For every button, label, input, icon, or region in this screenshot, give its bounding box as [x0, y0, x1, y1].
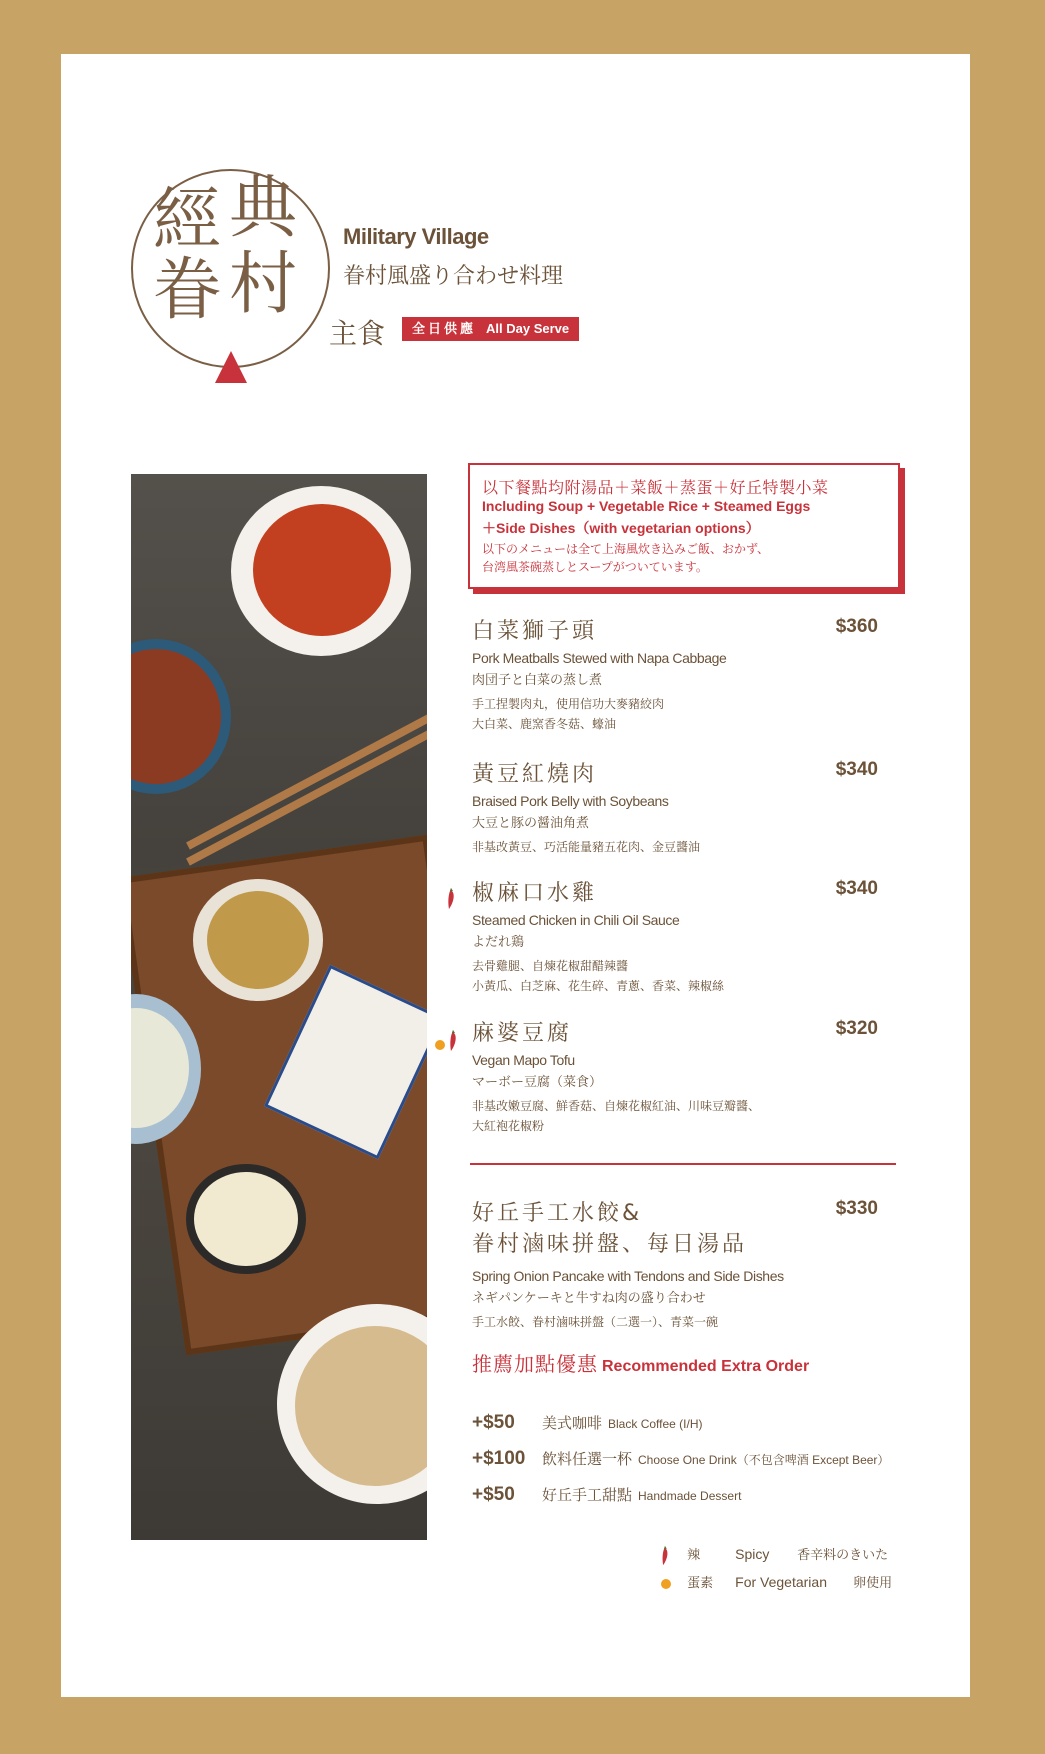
- legend-spicy-zh: 辣: [687, 1548, 701, 1563]
- serve-badge-zh: 全日供應: [412, 322, 477, 337]
- addon-price: +$50: [472, 1484, 515, 1505]
- menu-item: [472, 614, 902, 734]
- item-price: $340: [835, 759, 878, 780]
- addon-name-en: Handmade Dessert: [638, 1489, 742, 1503]
- addon-name-en: Choose One Drink（不包含啤酒 Except Beer）: [638, 1453, 890, 1467]
- item-name: 麻婆豆腐: [472, 1021, 573, 1046]
- addon-price: +$50: [472, 1412, 515, 1433]
- addon-item: [472, 1448, 889, 1470]
- item-name-line-2: 眷村滷味拼盤、每日湯品: [472, 1232, 748, 1257]
- note-zh: 以下餐點均附湯品＋菜飯＋蒸蛋＋好丘特製小菜: [482, 478, 829, 497]
- legend-veg-en: For Vegetarian: [735, 1574, 827, 1590]
- item-price: $340: [835, 878, 878, 899]
- item-name-jp: マーボー豆腐（菜食）: [472, 1075, 603, 1090]
- title-english: Military Village: [343, 224, 489, 249]
- dot-icon: [661, 1579, 671, 1589]
- recommended-title-en: Recommended Extra Order: [602, 1358, 810, 1375]
- item-price: $360: [835, 616, 878, 637]
- divider: [470, 1163, 896, 1165]
- addon-item: [472, 1484, 741, 1506]
- legend-spicy: [661, 1544, 888, 1566]
- food-photo: [131, 474, 427, 1540]
- item-desc: 非基改嫩豆腐、鮮香菇、自煉花椒紅油、川味豆瓣醬、: [472, 1099, 761, 1113]
- item-desc: 非基改黃豆、巧活能量豬五花肉、金豆醬油: [472, 840, 701, 854]
- logo-triangle: [215, 351, 247, 383]
- addon-name-zh: 美式咖啡: [542, 1414, 603, 1432]
- item-name: 白菜獅子頭: [472, 619, 598, 644]
- menu-item: [472, 1016, 902, 1136]
- item-price: $320: [835, 1018, 878, 1039]
- menu-item: [472, 876, 902, 996]
- vegetarian-dot-icon: [435, 1040, 445, 1050]
- included-items-note: [468, 463, 900, 589]
- serve-badge: [402, 317, 579, 341]
- item-name-en: Braised Pork Belly with Soybeans: [472, 793, 669, 809]
- section-label: 主食: [329, 317, 386, 350]
- legend-spicy-jp: 香辛料のきいた: [797, 1548, 889, 1563]
- item-desc: 小黃瓜、白芝麻、花生碎、青蔥、香菜、辣椒絲: [472, 979, 725, 993]
- chili-icon: [449, 1030, 457, 1052]
- item-name-en: Vegan Mapo Tofu: [472, 1052, 575, 1068]
- serve-badge-en: All Day Serve: [486, 321, 570, 336]
- item-name-jp: ネギパンケーキと牛すね肉の盛り合わせ: [472, 1291, 706, 1306]
- item-name: 黃豆紅燒肉: [472, 762, 598, 787]
- item-name: 好丘手工水餃&: [472, 1201, 643, 1226]
- item-desc: 手工水餃、眷村滷味拼盤（二選一）、青菜一碗: [472, 1315, 719, 1329]
- logo-char-3: 眷: [153, 251, 222, 330]
- item-name-en: Spring Onion Pancake with Tendons and Side Dishes: [472, 1268, 784, 1284]
- addon-item: [472, 1412, 703, 1434]
- addon-name-zh: 飲料任選一杯: [542, 1450, 633, 1468]
- legend-veg-jp: 卵使用: [853, 1576, 893, 1591]
- steamed-egg-bowl: [186, 1164, 306, 1274]
- legend-vegetarian: [661, 1572, 892, 1591]
- addon-name-zh: 好丘手工甜點: [542, 1486, 633, 1504]
- note-jp-2: 台湾風茶碗蒸しとスープがついています。: [482, 560, 708, 574]
- title-japanese: 眷村風盛り合わせ料理: [343, 264, 564, 289]
- chicken-dish: [131, 639, 231, 794]
- item-name: 椒麻口水雞: [472, 881, 598, 906]
- item-name-jp: 大豆と豚の醤油角煮: [472, 816, 590, 831]
- item-desc: 大紅袍花椒粉: [472, 1119, 545, 1133]
- menu-item: [472, 757, 902, 857]
- logo-char-1: 經: [153, 181, 222, 260]
- recommended-title: [472, 1348, 809, 1377]
- logo-seal: [131, 169, 330, 368]
- note-jp-1: 以下のメニューは全て上海風炊き込みご飯、おかず、: [482, 542, 770, 556]
- mapo-tofu-dish: [231, 486, 411, 656]
- recommended-title-zh: 推薦加點優惠: [472, 1352, 598, 1376]
- menu-page: [61, 54, 970, 1697]
- pork-soybean-dish: [193, 879, 323, 1001]
- note-en-1: Including Soup + Vegetable Rice + Steamed Eggs: [482, 498, 811, 514]
- addon-name-en: Black Coffee (I/H): [608, 1417, 703, 1431]
- addon-price: +$100: [472, 1448, 526, 1469]
- logo-char-4: 村: [229, 245, 298, 324]
- item-name-en: Steamed Chicken in Chili Oil Sauce: [472, 912, 680, 928]
- menu-item: [472, 1196, 902, 1332]
- item-desc: 大白菜、鹿窯香冬菇、蠔油: [472, 717, 617, 731]
- item-desc: 手工捏製肉丸，使用信功大麥豬絞肉: [472, 697, 665, 711]
- item-price: $330: [835, 1198, 878, 1219]
- item-name-jp: 肉団子と白菜の蒸し煮: [472, 673, 603, 688]
- legend-spicy-en: Spicy: [735, 1546, 770, 1562]
- chili-icon: [447, 888, 455, 910]
- item-name-en: Pork Meatballs Stewed with Napa Cabbage: [472, 650, 727, 666]
- chili-icon: [661, 1546, 669, 1566]
- item-name-jp: よだれ鶏: [472, 935, 525, 950]
- note-en-2: ＋Side Dishes（with vegetarian options）: [482, 520, 760, 536]
- legend-veg-zh: 蛋素: [687, 1576, 714, 1591]
- item-desc: 去骨雞腿、自煉花椒甜醋辣醬: [472, 959, 629, 973]
- logo-char-2: 典: [229, 169, 298, 248]
